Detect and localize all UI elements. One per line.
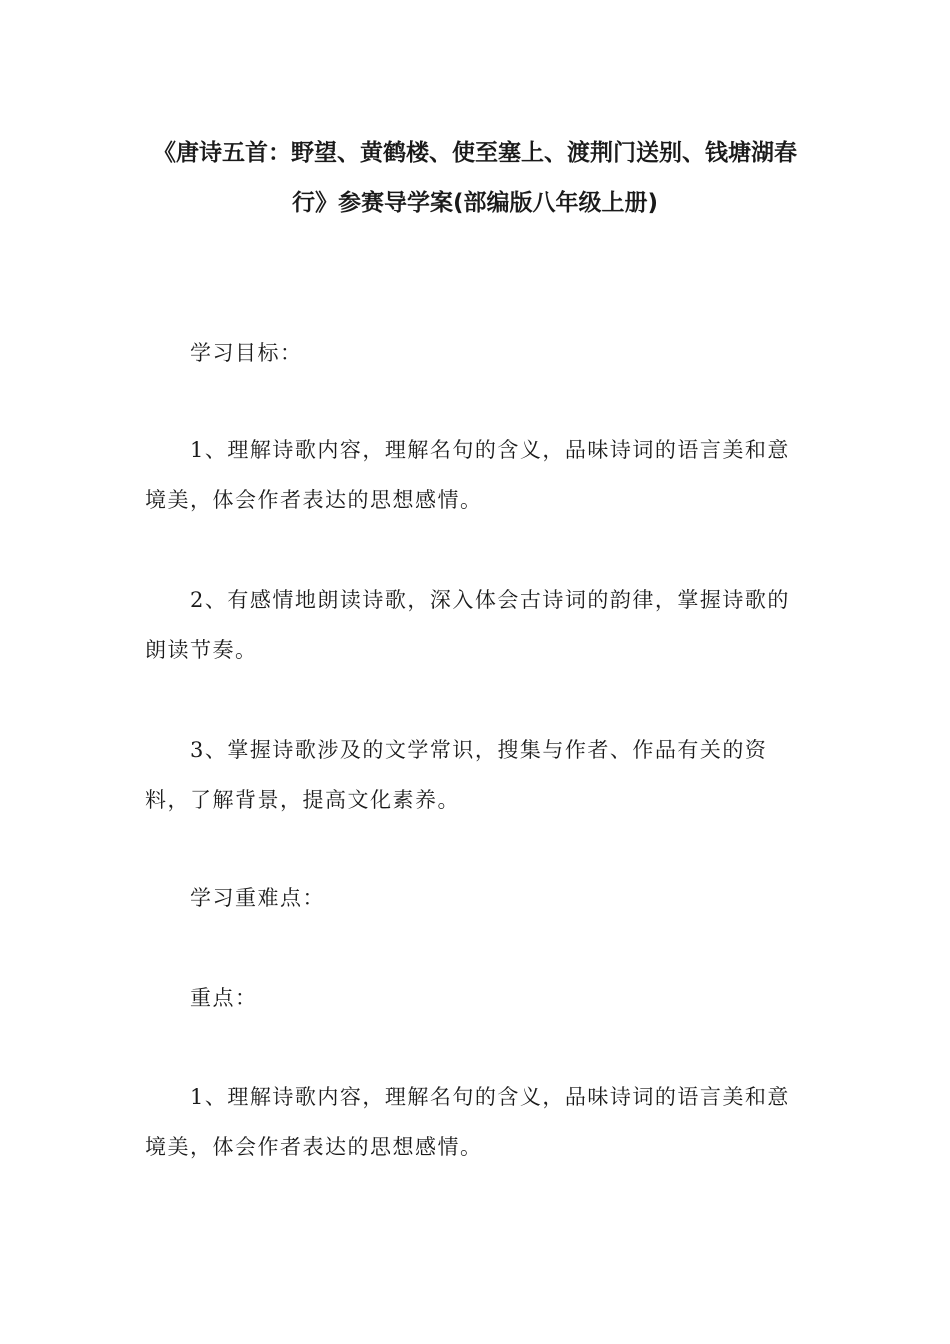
paragraph-goal-2: 2、有感情地朗读诗歌，深入体会古诗词的韵律，掌握诗歌的朗读节奏。 bbox=[145, 588, 790, 662]
section-heading-key-difficulties: 学习重难点： bbox=[190, 886, 325, 910]
section-heading-learning-goals: 学习目标： bbox=[190, 341, 303, 365]
subheading-key-points: 重点： bbox=[190, 986, 258, 1010]
paragraph-goal-1: 1、理解诗歌内容，理解名句的含义，品味诗词的语言美和意境美，体会作者表达的思想感情。 bbox=[145, 438, 790, 512]
paragraph-key-point-1: 1、理解诗歌内容，理解名句的含义，品味诗词的语言美和意境美，体会作者表达的思想感情。 bbox=[145, 1085, 790, 1159]
paragraph-goal-3: 3、掌握诗歌涉及的文学常识，搜集与作者、作品有关的资料，了解背景，提高文化素养。 bbox=[145, 738, 768, 812]
document-title: 《唐诗五首：野望、黄鹤楼、使至塞上、渡荆门送别、钱塘湖春行》参赛导学案(部编版八年级上册) bbox=[153, 140, 797, 216]
